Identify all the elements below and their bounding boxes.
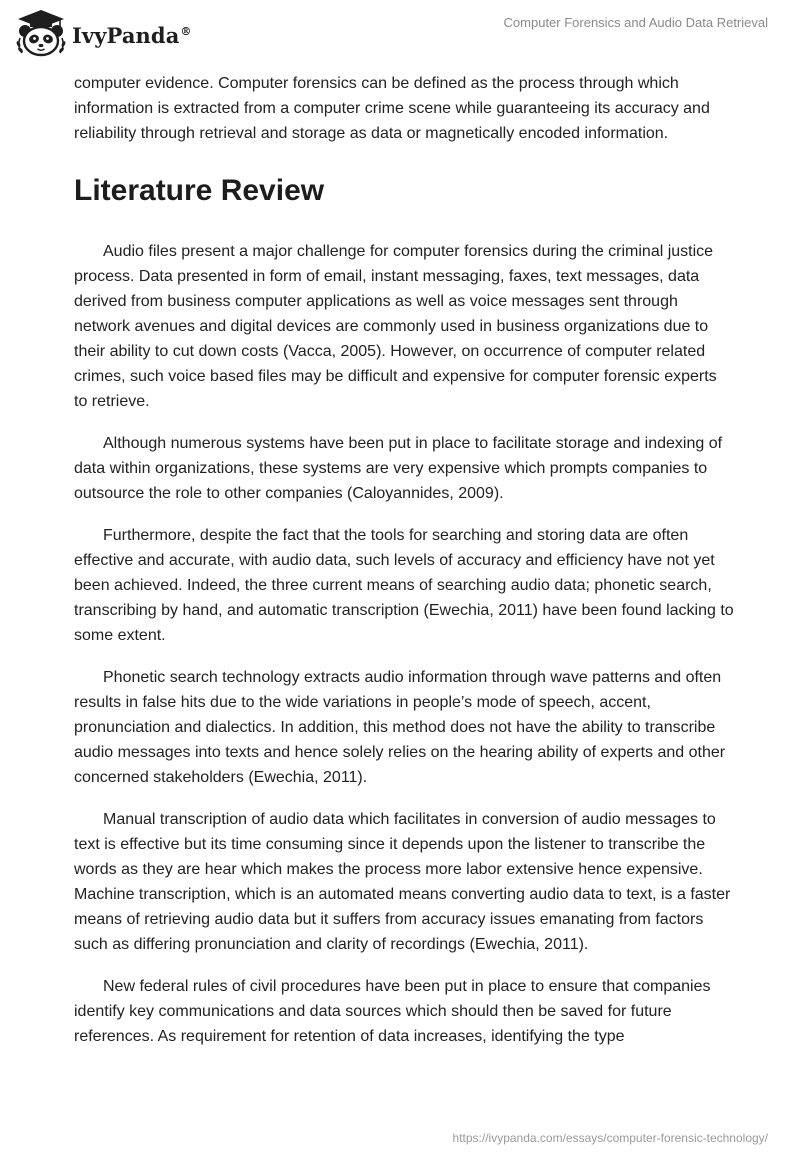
- page-header: [0, 0, 800, 64]
- panda-graduate-icon: [14, 8, 68, 58]
- intro-paragraph: computer evidence. Computer forensics can be defined as the process through which information is extracted from a computer crime scene while guaranteeing its accuracy and reliability through retrieval and storage as data or magnetically encoded information.: [74, 75, 710, 142]
- brand-name: IvyPanda: [72, 22, 180, 48]
- section-heading: Literature Review: [74, 174, 325, 207]
- body-paragraph: New federal rules of civil procedures have been put in place to ensure that companies identify key communications and data sources which should then be saved for future references. As requirement for retention of data increases, identifying the type: [74, 978, 711, 1045]
- body-paragraph: Audio files present a major challenge for computer forensics during the criminal justice process. Data presented in form of email, instant messaging, faxes, text messages, data derived from business computer applications as well as voice messages sent through network avenues and digital devices are commonly used in business organizations due to their ability to cut down costs (Vacca, 2005). However, on occurrence of computer related crimes, such voice based files may be difficult and expensive for computer forensic experts to retrieve.: [74, 243, 717, 410]
- essay-content: [74, 71, 734, 1066]
- document-title: Computer Forensics and Audio Data Retrieval: [503, 15, 768, 30]
- source-url[interactable]: https://ivypanda.com/essays/computer-forensic-technology/: [452, 1131, 768, 1145]
- ivypanda-logo[interactable]: [14, 8, 192, 58]
- body-paragraph: Although numerous systems have been put in place to facilitate storage and indexing of data within organizations, these systems are very expensive which prompts companies to outsource the role to other companies (Caloyannides, 2009).: [74, 435, 723, 502]
- body-paragraph: Furthermore, despite the fact that the tools for searching and storing data are often effective and accurate, with audio data, such levels of accuracy and efficiency have not yet been achieved. Indeed, the three current means of searching audio data; phonetic search, transcribing by hand, and automatic transcription (Ewechia, 2011) have been found lacking to some extent.: [74, 527, 734, 644]
- logo-wordmark: [72, 23, 192, 48]
- registered-mark: ®: [180, 24, 192, 38]
- body-paragraph: Manual transcription of audio data which facilitates in conversion of audio messages to text is effective but its time consuming since it depends upon the listener to transcribe the words as they are hear which makes the process more labor extensive hence expensive. Machine transcription, which is an automated means converting audio data to text, is a faster means of retrieving audio data but it suffers from accuracy issues emanating from factors such as differing pronunciation and clarity of recordings (Ewechia, 2011).: [74, 811, 731, 953]
- body-paragraph: Phonetic search technology extracts audio information through wave patterns and often results in false hits due to the wide variations in people’s mode of speech, accent, pronunciation and dialectics. In addition, this method does not have the ability to transcribe audio messages into texts and hence solely relies on the hearing ability of experts and other concerned stakeholders (Ewechia, 2011).: [74, 669, 726, 786]
